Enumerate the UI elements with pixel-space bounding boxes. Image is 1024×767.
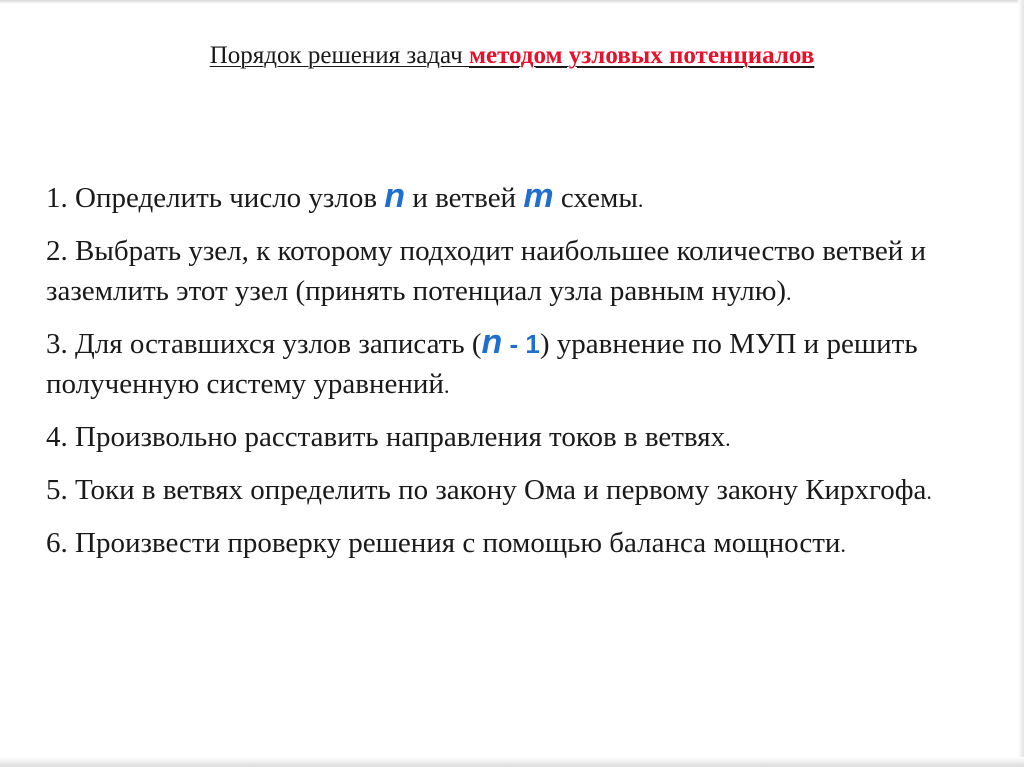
step-text: Определить число узлов [67, 182, 385, 214]
slide-title [0, 42, 1024, 70]
step-5 [46, 470, 996, 512]
step-text: и ветвей [405, 182, 524, 214]
title-accent: методом узловых потенциалов [468, 42, 815, 69]
step-text: Выбрать узел, к которому подходит наибольшее количество ветвей и заземлить этот узел (принять потенциал узла равным нулю) [46, 235, 927, 307]
slide-top-shadow [0, 0, 1024, 4]
step-text: Произвольно расставить направления токов в ветвях [67, 421, 726, 453]
step-1 [46, 178, 996, 220]
step-number: 2. [46, 235, 68, 267]
step-number: 6. [46, 527, 68, 559]
step-text: Токи в ветвях определить по закону Ома и первому закону Кирхгофа [67, 474, 927, 506]
step-2 [46, 231, 996, 313]
step-period: . [786, 280, 792, 305]
step-number: 3. [46, 328, 68, 360]
step-period: . [840, 532, 846, 557]
minus-one: - 1 [502, 329, 540, 359]
step-period: . [443, 373, 450, 398]
step-number: 5. [46, 474, 68, 506]
step-text: ) уравнение по МУП и решить полученную систему уравнений [46, 328, 918, 400]
step-6 [46, 523, 996, 565]
variable-m: m [523, 177, 554, 215]
steps-list [46, 178, 996, 565]
slide-right-shadow [1018, 0, 1024, 767]
step-text: Произвести проверку решения с помощью баланса мощности [67, 527, 841, 559]
step-3 [46, 324, 996, 406]
variable-n: n [481, 323, 503, 361]
step-number: 4. [46, 421, 68, 453]
step-text: Для оставшихся узлов записать ( [67, 328, 482, 360]
step-period: . [725, 426, 731, 451]
variable-n: n [384, 177, 406, 215]
title-prefix: Порядок решения задач [209, 42, 469, 69]
step-4 [46, 417, 996, 459]
step-number: 1. [46, 182, 68, 214]
slide-bottom-shadow [0, 757, 1024, 767]
step-period: . [637, 187, 644, 212]
step-text: схемы [553, 182, 638, 214]
step-period: . [926, 479, 932, 504]
